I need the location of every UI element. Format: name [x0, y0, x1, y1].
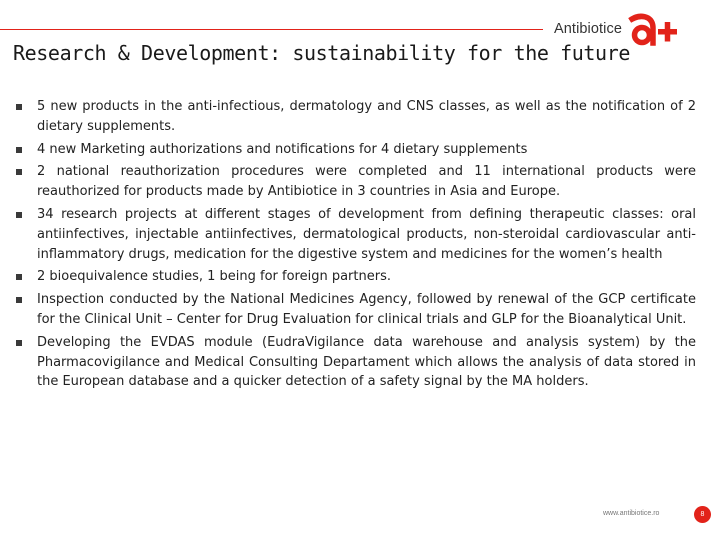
square-bullet-icon: [16, 274, 22, 280]
square-bullet-icon: [16, 297, 22, 303]
website-link[interactable]: www.antibiotice.ro: [603, 510, 660, 517]
square-bullet-icon: [16, 212, 22, 218]
bullet-item: [16, 290, 696, 330]
slide-title: Research & Development: sustainability for the future: [13, 41, 630, 65]
header-divider: [0, 29, 543, 30]
square-bullet-icon: [16, 147, 22, 153]
square-bullet-icon: [16, 104, 22, 110]
bullet-text: 4 new Marketing authorizations and notifications for 4 dietary supplements: [37, 141, 528, 157]
bullet-text: 2 national reauthorization procedures were completed and 11 international products were reauthorized for products made by Antibiotice in 3 countries in Asia and Europe.: [37, 164, 696, 200]
bullet-text: 2 bioequivalence studies, 1 being for foreign partners.: [37, 269, 391, 285]
square-bullet-icon: [16, 169, 22, 175]
bullet-item: [16, 97, 696, 137]
bullet-text: Inspection conducted by the National Medicines Agency, followed by renewal of the GCP certificate for the Clinical Unit – Center for Drug Evaluation for clinical trials and GLP for the Bioanalytical Unit.: [37, 292, 696, 327]
bullet-item: [16, 205, 696, 264]
bullet-list: [16, 97, 696, 395]
page-number-badge: 8: [694, 506, 711, 523]
square-bullet-icon: [16, 340, 22, 346]
bullet-text: Developing the EVDAS module (EudraVigilance data warehouse and analysis system) by the Pharmacovigilance and Medical Consulting Departament which allows the analysis of data stored in the European database and a quicker detection of a safety signal by the MA holders.: [37, 334, 696, 390]
bullet-text: 5 new products in the anti-infectious, dermatology and CNS classes, as well as the notification of 2 dietary supplements.: [37, 99, 696, 134]
bullet-text: 34 research projects at different stages of development from defining therapeutic classes: oral antiinfectives, injectable antiinfectives, dermatological products, non-steroidal cardiovascular anti-inflammatory drugs, medication for the digestive system and medicines for the women’s health: [37, 206, 696, 262]
bullet-item: [16, 140, 696, 160]
a-plus-logo-icon: [628, 12, 678, 46]
brand-name: Antibiotice: [554, 21, 622, 37]
bullet-item: [16, 162, 696, 202]
bullet-item: [16, 333, 696, 392]
bullet-item: [16, 267, 696, 287]
